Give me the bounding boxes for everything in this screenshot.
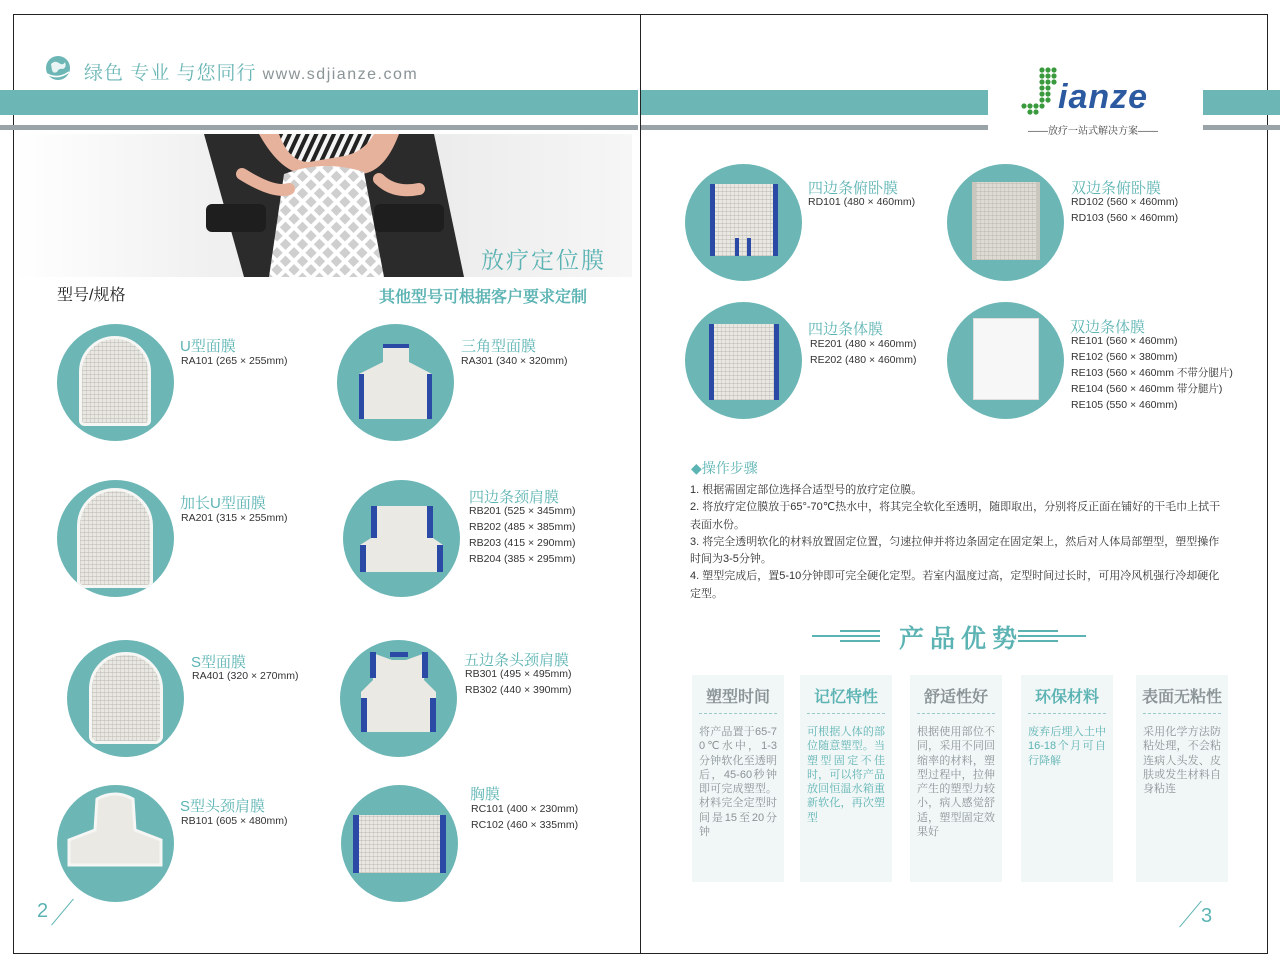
brand-logo bbox=[1020, 66, 1180, 138]
logo-text: ianze bbox=[1058, 78, 1149, 116]
product-spec: RC101 (400 × 230mm) bbox=[471, 803, 579, 815]
advantage-card bbox=[800, 675, 892, 882]
product-image-s-mask bbox=[67, 640, 184, 757]
right-header-line-right bbox=[1203, 125, 1280, 130]
advantage-title: 塑型时间 bbox=[705, 689, 770, 706]
custom-note: 其他型号可根据客户要求定制 bbox=[379, 289, 588, 306]
heading-deco-left bbox=[812, 628, 880, 644]
advantage-title: 记忆特性 bbox=[813, 689, 878, 706]
product-name: 加长U型面膜 bbox=[180, 495, 266, 512]
blue-edge bbox=[773, 184, 778, 256]
product-image-s-head-neck-shoulder bbox=[57, 785, 174, 902]
left-header-bar bbox=[0, 90, 638, 115]
product-name: 胸膜 bbox=[470, 786, 501, 803]
step-item: 3. 将完全透明软化的材料放置固定位置，匀速拉伸并将边条固定在固定架上，然后对人体局部塑型，塑型操作时间为3-5分钟。 bbox=[690, 535, 1220, 566]
section-label: 型号/规格 bbox=[57, 287, 126, 304]
product-image-prone-two-edge bbox=[947, 164, 1064, 281]
product-image-u-mask bbox=[57, 324, 174, 441]
product-image-prone-four-edge bbox=[685, 164, 802, 281]
product-image-long-u-mask bbox=[57, 480, 174, 597]
product-spec: RB302 (440 × 390mm) bbox=[465, 684, 572, 696]
product-name: 双边条俯卧膜 bbox=[1071, 180, 1162, 197]
product-name: S型面膜 bbox=[191, 654, 247, 671]
blue-edge bbox=[440, 815, 446, 873]
product-image-neck-shoulder bbox=[343, 480, 460, 597]
product-name: 四边条颈肩膜 bbox=[469, 489, 560, 506]
product-spec: RD103 (560 × 460mm) bbox=[1071, 212, 1179, 224]
hero-title: 放疗定位膜 bbox=[481, 247, 606, 273]
product-spec: RE104 (560 × 460mm 带分腿片) bbox=[1071, 383, 1223, 395]
logo-dot-j-icon bbox=[1020, 66, 1060, 122]
product-name: 五边条头颈肩膜 bbox=[464, 652, 570, 669]
logo-subtitle: ——放疗一站式解决方案—— bbox=[1028, 126, 1158, 137]
edge bbox=[1036, 182, 1040, 260]
product-spec: RA401 (320 × 270mm) bbox=[192, 670, 299, 682]
step-item: 2. 将放疗定位膜放于65°-70℃热水中，将其完全软化至透明，随即取出，分别将反正面在铺好的干毛巾上拭干表面水份。 bbox=[690, 501, 1221, 531]
tagline-text: 绿色 专业 与您同行 bbox=[84, 63, 257, 84]
advantage-text: 根据使用部位不同，采用不同回缩率的材料，塑型过程中，拉伸产生的塑型力较小，病人感觉舒适，塑型固定效果好 bbox=[917, 726, 995, 839]
step-item: 1. 根据需固定部位选择合适型号的放疗定位膜。 bbox=[690, 484, 923, 496]
product-name: 双边条体膜 bbox=[1070, 319, 1146, 336]
product-spec: RA101 (265 × 255mm) bbox=[181, 355, 288, 367]
advantage-text: 将产品置于65-70℃水中，1-3分钟软化至透明后，45-60秒钟即可完成塑型。材料完全定型时间是15至20分钟 bbox=[699, 726, 777, 839]
product-spec: RB204 (385 × 295mm) bbox=[469, 553, 576, 565]
film bbox=[710, 184, 778, 256]
product-name: 三角型面膜 bbox=[461, 338, 537, 355]
product-name: S型头颈肩膜 bbox=[180, 798, 266, 815]
header-tagline bbox=[84, 58, 418, 85]
heading-deco-right bbox=[1018, 628, 1086, 644]
globe-icon bbox=[44, 54, 72, 82]
blue-edge bbox=[710, 184, 715, 256]
page-number-right: 3 bbox=[1201, 905, 1213, 927]
right-header-bar-left bbox=[641, 90, 988, 115]
right-header-bar-right bbox=[1203, 90, 1280, 115]
website-url: www.sdjianze.com bbox=[262, 66, 419, 83]
film bbox=[79, 336, 151, 426]
step-item: 4. 塑型完成后，置5-10分钟即可完全硬化定型。若室内温度过高，定型时间过长时，可用冷风机强行冷却硬化定型。 bbox=[690, 570, 1220, 600]
product-spec: RD102 (560 × 460mm) bbox=[1071, 196, 1179, 208]
film bbox=[709, 324, 779, 400]
advantage-text: 可根据人体的部位随意塑型。当塑型固定不佳时，可以将产品放回恒温水箱重新软化，再次塑型 bbox=[807, 726, 885, 824]
film-shape bbox=[340, 640, 457, 757]
product-spec: RE101 (560 × 460mm) bbox=[1071, 335, 1178, 347]
product-name: 四边条体膜 bbox=[808, 321, 884, 338]
advantages-title: 产品优势 bbox=[899, 625, 1024, 653]
film-shape bbox=[337, 324, 454, 441]
blue-edge bbox=[353, 815, 359, 873]
advantage-card bbox=[692, 675, 784, 882]
film bbox=[353, 815, 446, 873]
advantage-card bbox=[910, 675, 1002, 882]
product-spec: RC102 (460 × 335mm) bbox=[471, 819, 579, 831]
product-image-body-two-edge bbox=[947, 302, 1064, 419]
product-spec: RB202 (485 × 385mm) bbox=[469, 521, 576, 533]
advantage-card bbox=[1021, 675, 1113, 882]
blue-edge bbox=[709, 324, 714, 400]
advantage-text: 废弃后埋入土中16-18个月可自行降解 bbox=[1028, 726, 1106, 767]
advantage-card bbox=[1136, 675, 1228, 882]
page-number-left: 2 bbox=[37, 900, 49, 922]
steps-list bbox=[690, 482, 1230, 603]
product-image-body-four-edge bbox=[685, 302, 802, 419]
blue-edge bbox=[774, 324, 779, 400]
blue-edge bbox=[747, 238, 751, 256]
film bbox=[89, 652, 163, 744]
product-spec: RB301 (495 × 495mm) bbox=[465, 668, 572, 680]
product-spec: RB101 (605 × 480mm) bbox=[181, 815, 288, 827]
film-shape bbox=[57, 785, 174, 902]
film-shape bbox=[343, 480, 460, 597]
product-spec: RE105 (550 × 460mm) bbox=[1071, 399, 1178, 411]
advantage-text: 采用化学方法防粘处理，不会粘连病人头发、皮肤或发生材料自身粘连 bbox=[1143, 726, 1221, 796]
product-spec: RE202 (480 × 460mm) bbox=[810, 354, 917, 366]
product-spec: RA201 (315 × 255mm) bbox=[181, 512, 288, 524]
left-header-line bbox=[0, 125, 638, 130]
film bbox=[972, 182, 1040, 260]
product-name: U型面膜 bbox=[180, 338, 236, 355]
product-spec: RE103 (560 × 460mm 不带分腿片) bbox=[1071, 367, 1233, 379]
product-spec: RB203 (415 × 290mm) bbox=[469, 537, 576, 549]
blue-edge bbox=[735, 238, 739, 256]
film bbox=[77, 488, 153, 588]
product-spec: RB201 (525 × 345mm) bbox=[469, 505, 576, 517]
advantage-title: 舒适性好 bbox=[923, 689, 988, 706]
product-image-chest-film bbox=[341, 785, 458, 902]
product-spec: RA301 (340 × 320mm) bbox=[461, 355, 568, 367]
product-spec: RE102 (560 × 380mm) bbox=[1071, 351, 1178, 363]
advantage-title: 表面无粘性 bbox=[1141, 689, 1222, 706]
product-image-triangle-mask bbox=[337, 324, 454, 441]
right-header-line-left bbox=[641, 125, 988, 130]
product-name: 四边条俯卧膜 bbox=[808, 180, 899, 197]
product-spec: RE201 (480 × 460mm) bbox=[810, 338, 917, 350]
steps-title: ◆操作步骤 bbox=[691, 460, 758, 476]
advantage-title: 环保材料 bbox=[1034, 689, 1099, 706]
product-spec: RD101 (480 × 460mm) bbox=[808, 196, 916, 208]
edge bbox=[972, 182, 976, 260]
product-image-head-neck-shoulder bbox=[340, 640, 457, 757]
film bbox=[973, 318, 1039, 400]
